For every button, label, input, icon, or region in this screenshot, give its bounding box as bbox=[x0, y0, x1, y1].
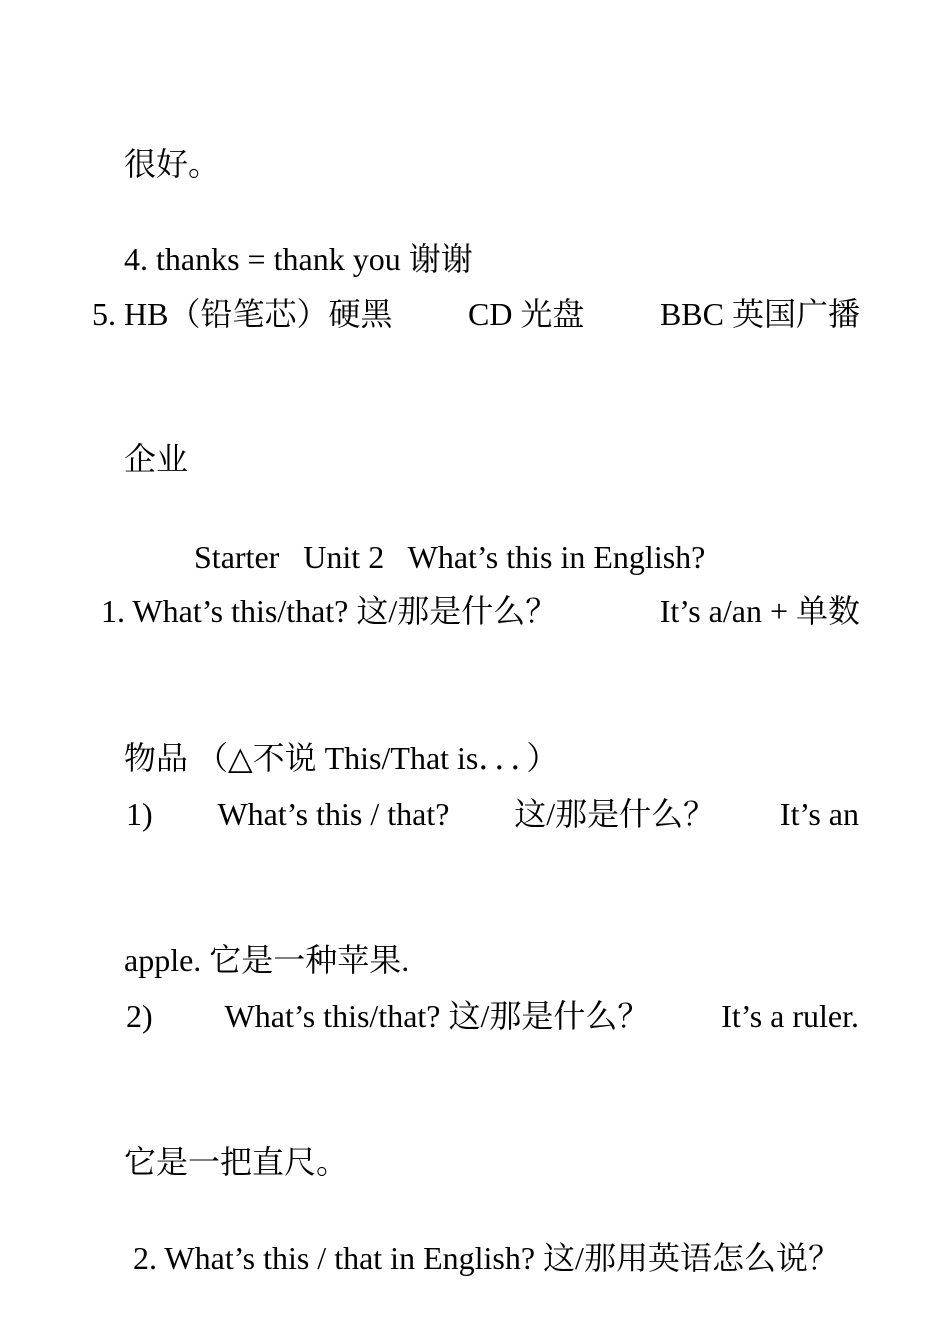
text-line-3 bbox=[92, 294, 860, 334]
text-point-1-note: 物品 （△不说 This/That is．．．） bbox=[124, 740, 559, 776]
example-1-number: 1) bbox=[126, 796, 153, 832]
example-2-translation: 它是一把直尺。 bbox=[124, 1144, 349, 1180]
unit-title: Starter Unit 2 What’s this in English? bbox=[194, 539, 706, 575]
text-line-10 bbox=[126, 996, 859, 1036]
example-1-answer-end: apple. 它是一种苹果. bbox=[124, 942, 410, 978]
example-2-answer: It’s a ruler. bbox=[721, 998, 859, 1034]
text-very-good: 很好。 bbox=[124, 146, 221, 182]
text-line-8 bbox=[126, 794, 859, 834]
text-item-5-bbc: BBC 英国广播 bbox=[659, 296, 860, 332]
text-point-1-answer: It’s a/an + 单数 bbox=[659, 593, 860, 629]
text-point-1-question: 1. What’s this/that? 这/那是什么？ bbox=[101, 593, 558, 629]
example-1-answer-start: It’s an bbox=[779, 796, 859, 832]
text-enterprise: 企业 bbox=[124, 441, 189, 477]
example-1-question: What’s this / that? bbox=[217, 796, 450, 832]
example-2-number: 2) bbox=[126, 998, 153, 1034]
text-item-5-cd: CD 光盘 bbox=[467, 296, 585, 332]
example-1-translation: 这/那是什么？ bbox=[514, 796, 716, 832]
text-item-5-hb: 5. HB（铅笔芯）硬黑 bbox=[92, 296, 393, 332]
text-item-4: 4. thanks = thank you 谢谢 bbox=[124, 241, 473, 277]
text-line-12 bbox=[101, 1198, 840, 1318]
example-2-question: What’s this/that? 这/那是什么？ bbox=[224, 998, 650, 1034]
text-point-2: 2. What’s this / that in English? 这/那用英语怎么说？ bbox=[133, 1240, 840, 1276]
text-line-6 bbox=[101, 591, 860, 631]
